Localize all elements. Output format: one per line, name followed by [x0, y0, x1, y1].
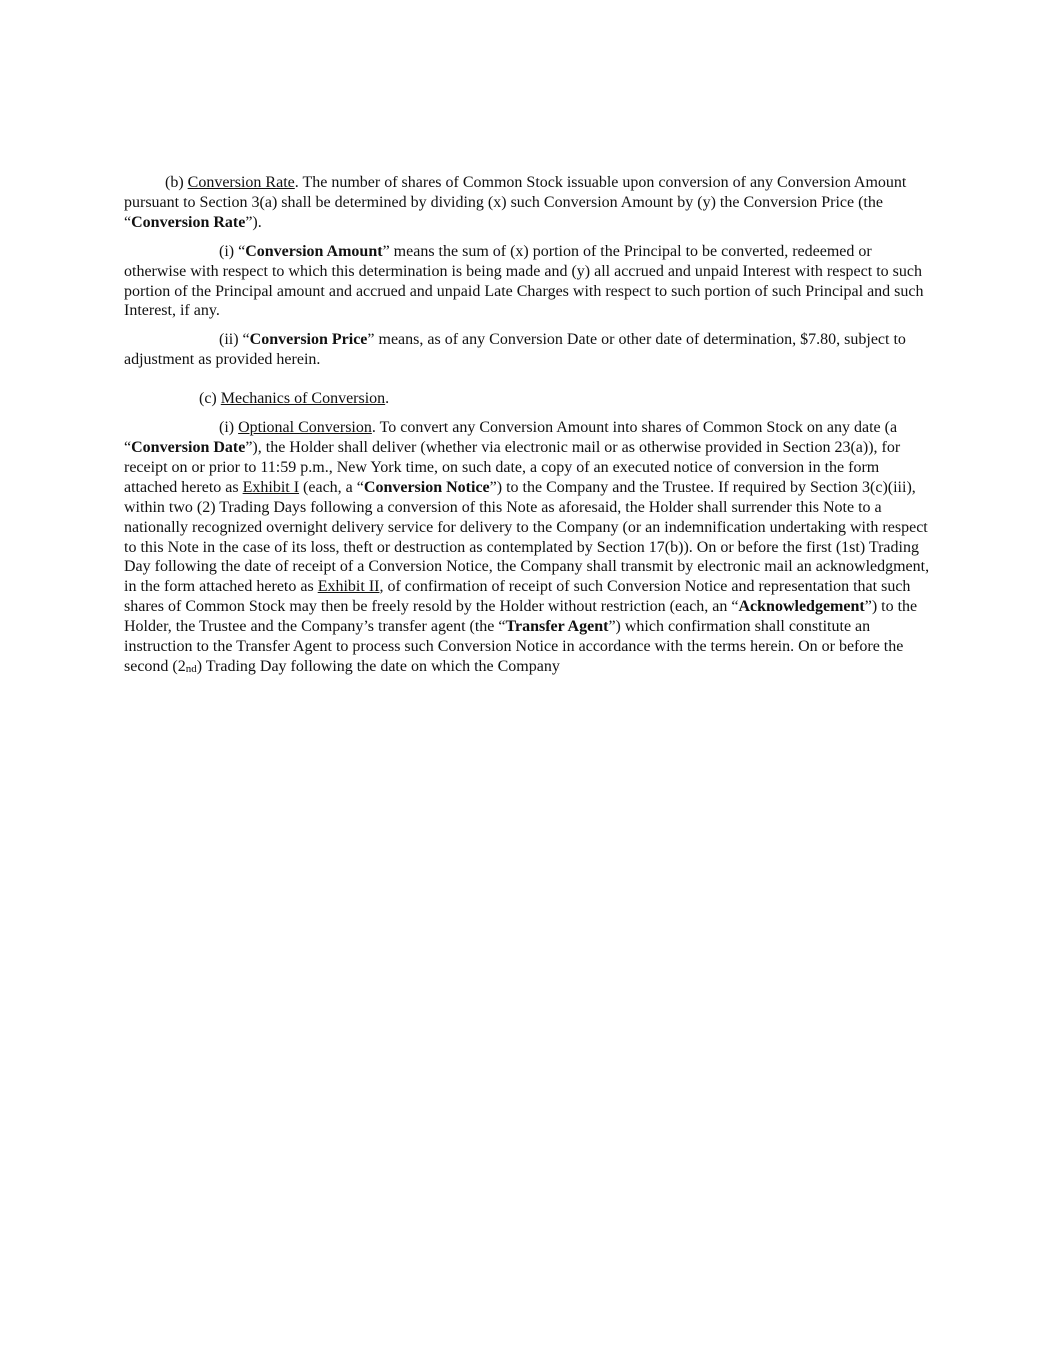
item-c-i-text-5: , of confirmation of receipt of such Conversion Notice and representation that such shares of Common Stock may then be freely resold by the Holder without restriction (each, an “ — [124, 578, 911, 616]
item-c-i-text-7: ”) which confirmation shall constitute an instruction to the Transfer Agent to process such Conversion Notice in accordance with the terms herein. On or before the second (2 — [124, 618, 904, 675]
section-c-lead: (c) — [199, 390, 221, 408]
paragraph-conversion-amount — [124, 242, 936, 322]
item-c-i-text-8: ) Trading Day following the date on which the Company — [196, 657, 560, 675]
item-c-i-text-1: . To convert any Conversion Amount into shares of Common Stock on any date (a “ — [124, 419, 898, 456]
term-conversion-notice: Conversion Notice — [363, 478, 490, 496]
item-b-ii-lead: (ii) “ — [219, 331, 250, 349]
exhibit-i-reference: Exhibit I — [242, 478, 300, 496]
document-page — [124, 173, 936, 679]
term-conversion-price: Conversion Price — [249, 331, 368, 349]
item-c-i-text-6: ”) to the Holder, the Trustee and the Company’s transfer agent (the “ — [124, 598, 918, 636]
item-c-i-text-2: ”), the Holder shall deliver (whether via electronic mail or as otherwise provided in Section 23(a)), for receipt on or prior to 11:59 p.m., New York time, on such date, a copy of an executed notice of conversion in the form attached hereto as — [124, 438, 901, 496]
heading-optional-conversion: Optional Conversion — [238, 419, 372, 437]
ordinal-suffix: nd — [185, 662, 197, 675]
term-acknowledgement: Acknowledgement — [738, 598, 865, 616]
term-conversion-amount: Conversion Amount — [245, 242, 383, 260]
item-c-i-lead: (i) — [219, 419, 239, 437]
section-b-text-end: ”). — [245, 213, 262, 231]
paragraph-conversion-rate — [124, 173, 936, 233]
item-b-i-lead: (i) “ — [219, 242, 246, 260]
paragraph-mechanics-heading — [124, 389, 936, 409]
item-c-i-text-4: ”) to the Company and the Trustee. If required by Section 3(c)(iii), within two (2) Trading Days following a conversion of this Note as aforesaid, the Holder shall surrender this Note to a nationally recognized overnight delivery service for delivery to the Company (or an indemnification undertaking with respect to this Note in the case of its loss, theft or destruction as contemplated by Section 17(b)). On or before the first (1st) Trading Day following the date of receipt of a Conversion Notice, the Company shall transmit by electronic mail an acknowledgment, in the form attached hereto as — [124, 478, 930, 596]
section-c-tail: . — [385, 390, 390, 408]
section-b-text: . The number of shares of Common Stock issuable upon conversion of any Conversion Amount pursuant to Section 3(a) shall be determined by dividing (x) such Conversion Amount by (y) the Conversion Price (the “ — [124, 174, 907, 231]
paragraph-optional-conversion — [124, 418, 936, 679]
exhibit-ii-reference: Exhibit II — [317, 578, 380, 596]
heading-mechanics-of-conversion: Mechanics of Conversion — [220, 390, 386, 408]
paragraph-conversion-price — [124, 330, 936, 370]
term-conversion-date: Conversion Date — [131, 438, 246, 456]
item-b-ii-text: ” means, as of any Conversion Date or other date of determination, $7.80, subject to adjustment as provided herein. — [124, 331, 906, 369]
section-b-lead: (b) — [165, 174, 188, 191]
item-b-i-text: ” means the sum of (x) portion of the Principal to be converted, redeemed or otherwise with respect to which this determination is being made and (y) all accrued and unpaid Interest with respect to such portion of the Principal amount and accrued and unpaid Late Charges with respect to such portion of such Principal and such Interest, if any. — [124, 242, 924, 320]
heading-conversion-rate: Conversion Rate — [187, 174, 295, 191]
item-c-i-text-3: (each, a “ — [299, 478, 364, 496]
term-transfer-agent: Transfer Agent — [505, 618, 609, 636]
term-conversion-rate: Conversion Rate — [131, 213, 246, 231]
